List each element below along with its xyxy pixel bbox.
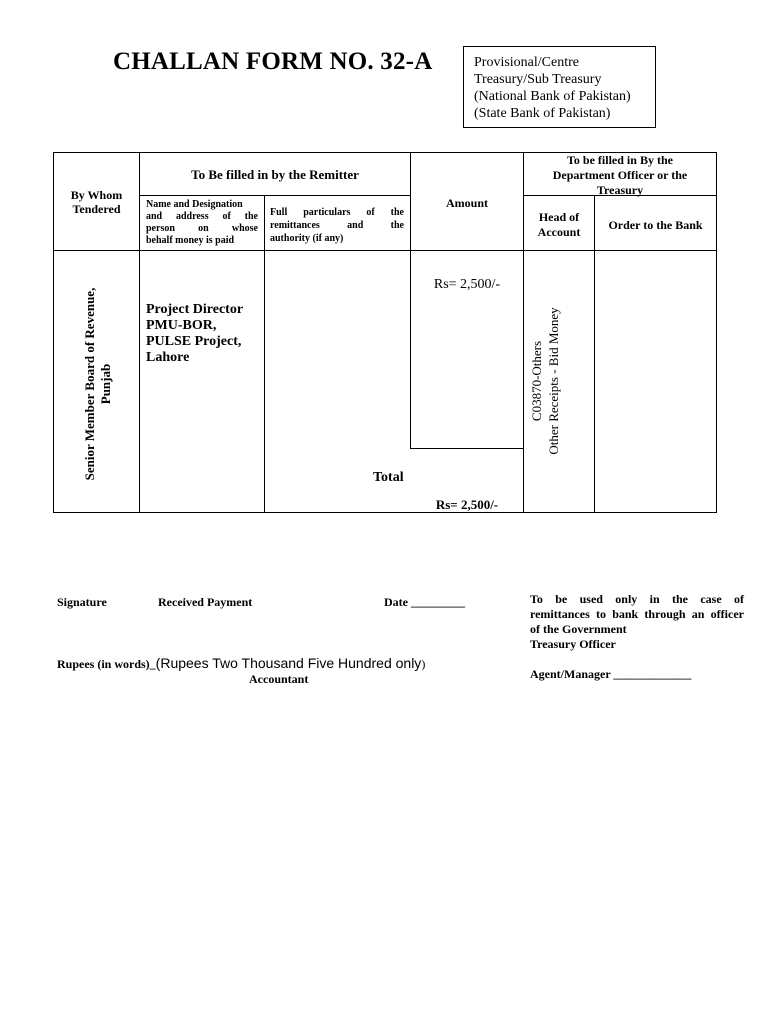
table-line [594, 195, 595, 513]
table-line [716, 152, 717, 513]
head-of-account-header: Head of Account [537, 210, 581, 239]
received-payment-label: Received Payment [158, 595, 253, 609]
table-line [139, 195, 410, 196]
name-designation-header: Name and Designation and address of the person on whose behalf money is paid [146, 199, 258, 246]
table-line [523, 152, 524, 513]
treasury-line: (State Bank of Pakistan) [474, 106, 611, 121]
amount-value: Rs= 2,500/- [433, 277, 501, 292]
signature-label: Signature [57, 595, 107, 609]
form-title: CHALLAN FORM NO. 32-A [113, 48, 433, 75]
remitter-header: To Be filled in by the Remitter [191, 167, 359, 182]
payee-details: Project Director PMU-BOR, PULSE Project, Lahore [146, 302, 244, 365]
particulars-header: Full particulars of the remittances and the authority (if any) [270, 207, 404, 244]
table-line [53, 250, 717, 251]
table-line [264, 195, 265, 513]
table-line [139, 152, 140, 513]
amount-header: Amount [445, 196, 488, 210]
treasury-line: Treasury/Sub Treasury [474, 72, 602, 87]
date-field: Date _________ [384, 595, 465, 609]
officer-note: To be used only in the case of remittances to bank through an officer of the Government Treasury Officer [530, 592, 744, 651]
table-line [53, 512, 717, 513]
by-whom-header: By Whom Tendered [70, 188, 123, 216]
treasury-box [463, 46, 656, 128]
tendered-by: Senior Member Board of Revenue, Punjab [82, 287, 113, 481]
order-to-bank-header: Order to the Bank [608, 218, 703, 232]
total-label: Total [373, 470, 404, 485]
department-header: To be filled in By the Department Officer or the Treasury [552, 153, 688, 197]
treasury-line: Provisional/Centre [474, 55, 579, 70]
accountant-label: Accountant [249, 672, 309, 686]
head-of-account-value: C03870-Others Other Receipts - Bid Money [529, 307, 561, 455]
rupees-in-words: Rupees (in words)_(Rupees Two Thousand Five Hundred only) [57, 655, 426, 671]
treasury-line: (National Bank of Pakistan) [474, 89, 631, 104]
table-line [410, 448, 523, 449]
agent-manager-field: Agent/Manager _____________ [530, 667, 692, 681]
total-amount: Rs= 2,500/- [435, 497, 499, 512]
